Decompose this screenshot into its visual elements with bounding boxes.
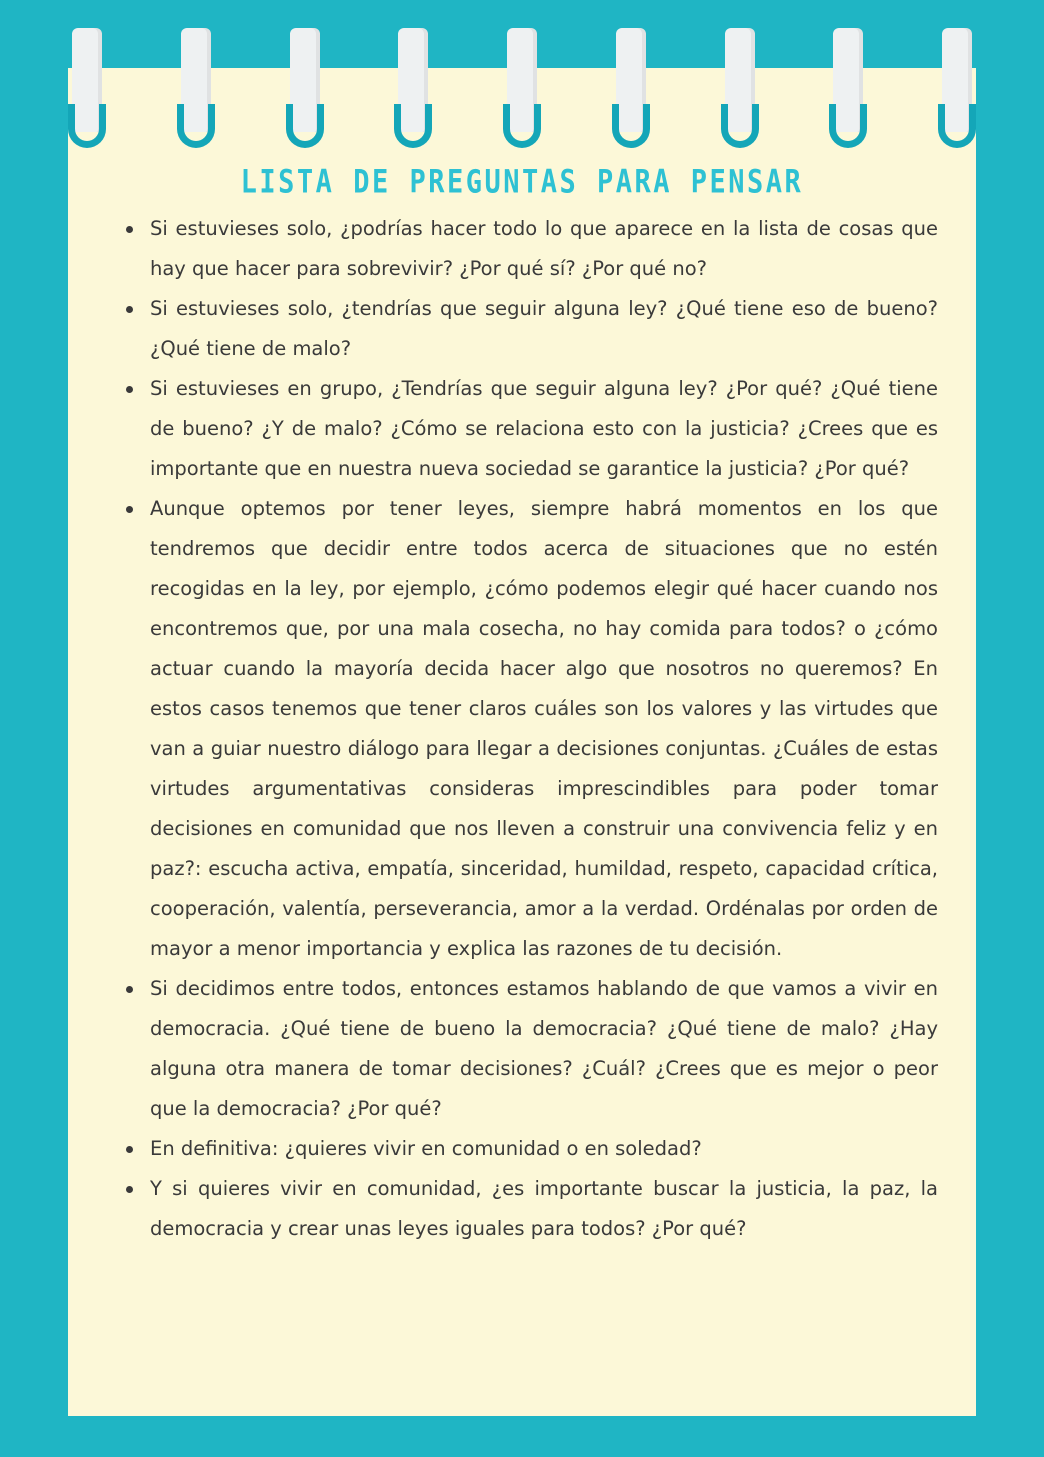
question-text: Si estuvieses solo, ¿podrías hacer todo lo que aparece en la lista de cosas que hay que hacer para sobrevivir? ¿Por qué sí? ¿Por qué no?: [150, 217, 938, 280]
questions-list: [94, 209, 950, 1249]
question-text: Aunque optemos por tener leyes, siempre habrá momentos en los que tendremos que decidir entre todos acerca de situaciones que no estén recogidas en la ley, por ejemplo, ¿cómo podemos elegir qué hacer cuando nos encontremos que, por una mala cosecha, no hay comida para todos? o ¿cómo actuar cuando la mayoría decida hacer algo que nosotros no queremos? En estos casos tenemos que tener claros cuáles son los valores y las virtudes que van a guiar nuestro diálogo para llegar a decisiones conjuntas. ¿Cuáles de estas virtudes argumentativas consideras imprescindibles para poder tomar decisiones en comunidad que nos lleven a construir una convivencia feliz y en paz?: escucha activa, empatía, sinceridad, humildad, respeto, capacidad crítica, cooperación, valentía, perseverancia, amor a la verdad. Ordénalas por orden de mayor a menor importancia y explica las razones de tu decisión.: [150, 497, 938, 960]
notepad-content: [68, 68, 976, 1416]
list-item: [118, 969, 938, 1129]
question-text: Si estuvieses solo, ¿tendrías que seguir alguna ley? ¿Qué tiene eso de bueno? ¿Qué tiene de malo?: [150, 297, 938, 360]
question-text: Y si quieres vivir en comunidad, ¿es importante buscar la justicia, la paz, la democracia y crear unas leyes iguales para todos? ¿Por qué?: [150, 1177, 938, 1240]
page-title: LISTA DE PREGUNTAS PARA PENSAR: [240, 164, 804, 201]
list-item: [118, 489, 938, 969]
list-item: [118, 1129, 938, 1169]
question-text: Si decidimos entre todos, entonces estamos hablando de que vamos a vivir en democracia. ¿Qué tiene de bueno la democracia? ¿Qué tiene de malo? ¿Hay alguna otra manera de tomar decisiones? ¿Cuál? ¿Crees que es mejor o peor que la democracia? ¿Por qué?: [150, 977, 938, 1120]
list-item: [118, 369, 938, 489]
question-text: En definitiva: ¿quieres vivir en comunidad o en soledad?: [150, 1137, 702, 1160]
question-text: Si estuvieses en grupo, ¿Tendrías que seguir alguna ley? ¿Por qué? ¿Qué tiene de bueno? ¿Y de malo? ¿Cómo se relaciona esto con la justicia? ¿Crees que es importante que en nuestra nueva sociedad se garantice la justicia? ¿Por qué?: [150, 377, 938, 480]
list-item: [118, 1169, 938, 1249]
list-item: [118, 289, 938, 369]
list-item: [118, 209, 938, 289]
